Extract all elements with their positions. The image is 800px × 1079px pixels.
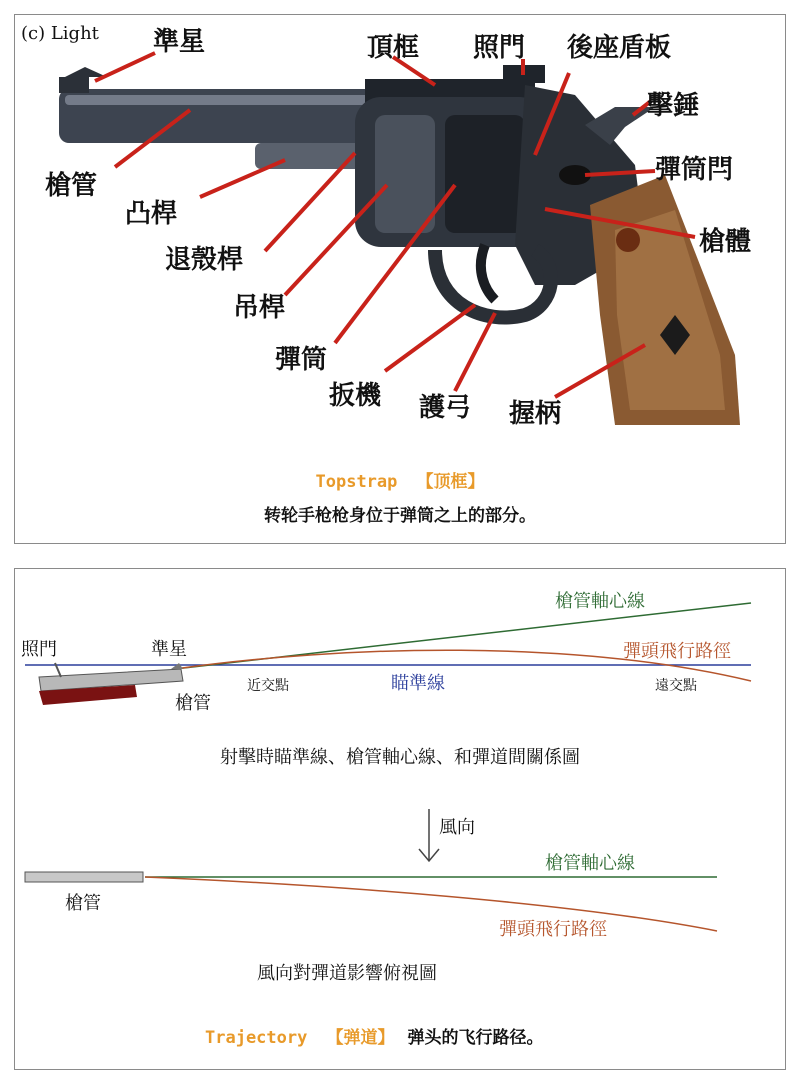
topstrap-label: 頂框 (367, 33, 420, 63)
trigger-guard-label: 護弓 (419, 393, 472, 423)
sight-trajectory-caption: 射擊時瞄準線、槍管軸心線、和彈道間關係圖 (220, 747, 580, 768)
ejector-rod-housing-label: 凸桿 (125, 199, 178, 229)
recoil-shield-label: 後座盾板 (567, 33, 672, 63)
bore-axis-label: 槍管軸心線 (555, 591, 645, 612)
wind-effect-caption: 風向對彈道影響俯視圖 (257, 963, 437, 984)
trajectory-term-en: Trajectory (205, 1028, 308, 1048)
crane-label: 吊桿 (233, 293, 286, 323)
trajectory-term-zh: 【弹道】 (326, 1028, 395, 1048)
bore-axis-label-2: 槍管軸心線 (545, 853, 635, 874)
front-sight-label-2: 準星 (151, 639, 187, 660)
front-sight-label: 準星 (153, 27, 206, 57)
hammer-label: 擊錘 (647, 91, 700, 121)
frame-label: 槍體 (699, 227, 752, 257)
grip-label: 握柄 (509, 399, 562, 429)
cylinder-label: 彈筒 (275, 345, 328, 375)
line-of-sight-label: 瞄準線 (391, 673, 445, 694)
ejector-rod-label: 退殼桿 (165, 245, 244, 275)
bullet-path-curve-2 (145, 877, 717, 931)
rear-sight-label-2: 照門 (21, 639, 57, 660)
trajectory-diagram-panel (14, 568, 786, 1070)
trigger-label: 扳機 (329, 381, 382, 411)
barrel-label: 槍管 (45, 171, 98, 201)
rear-sight-label: 照門 (473, 33, 526, 63)
bullet-path-label: 彈頭飛行路徑 (623, 641, 731, 662)
wind-direction-label: 風向 (439, 817, 475, 838)
barrel-top-view (25, 872, 143, 882)
topstrap-caption-heading (15, 467, 785, 492)
far-intersection-label: 遠交點 (655, 678, 697, 694)
near-intersection-label: 近交點 (247, 678, 289, 694)
cylinder-latch-label: 彈筒閂 (655, 155, 734, 185)
copyright-label: (c) Light (21, 23, 99, 44)
trajectory-caption (205, 1023, 544, 1048)
topstrap-term-zh: 【顶框】 (416, 472, 485, 492)
barrel-label-2: 槍管 (175, 693, 211, 714)
barrel-label-3: 槍管 (65, 893, 101, 914)
topstrap-term-en: Topstrap (315, 472, 398, 492)
revolver-diagram-panel (14, 14, 786, 544)
gun-silhouette (39, 663, 183, 705)
wind-arrow (419, 809, 439, 861)
topstrap-definition: 转轮手枪枪身位于弹筒之上的部分。 (264, 506, 536, 526)
trajectory-definition: 弹头的飞行路径。 (407, 1028, 544, 1048)
revolver-front-sight (65, 67, 107, 77)
bullet-path-label-2: 彈頭飛行路徑 (499, 919, 607, 940)
